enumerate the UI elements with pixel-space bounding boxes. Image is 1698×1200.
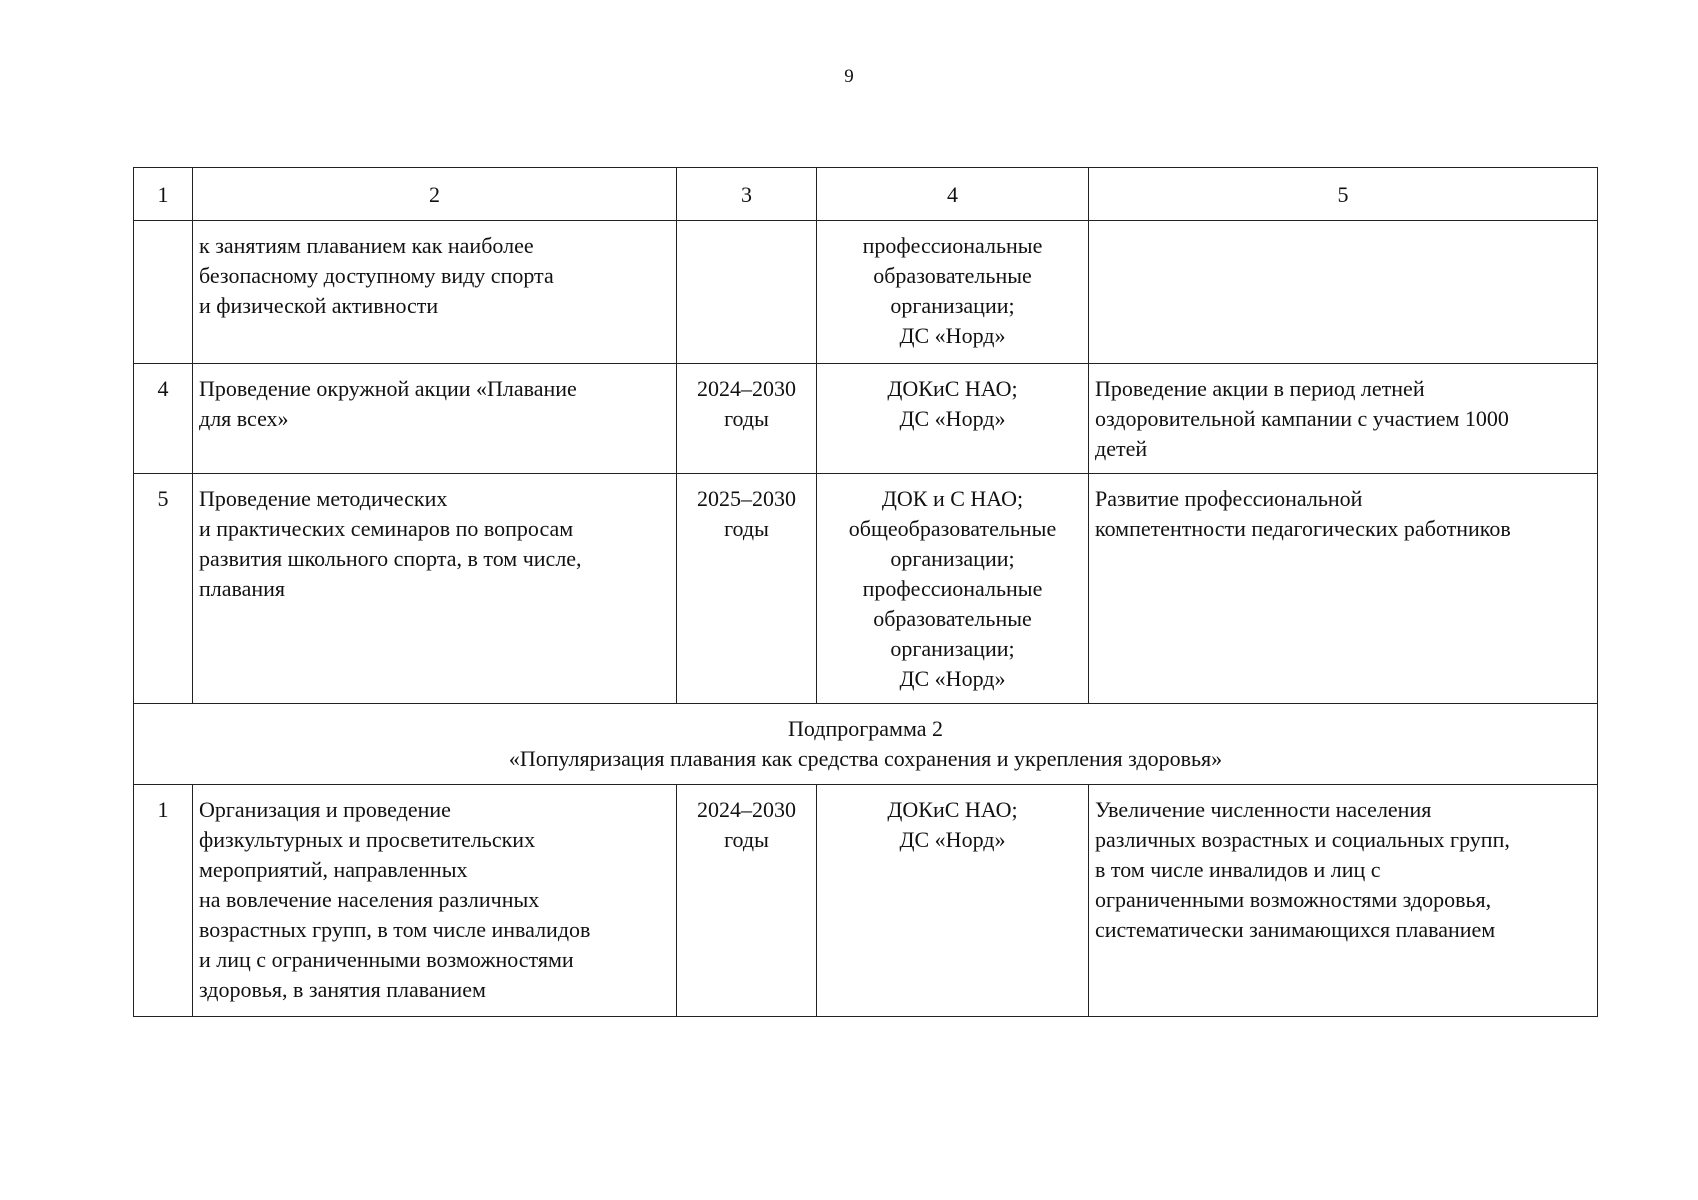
event-cell: Проведение методических и практических семинаров по вопросам развития школьного спорта, в том числе, плавания [193,474,677,704]
table-row [134,785,1598,1017]
header-cell: 2 [193,168,677,221]
event-cell: Проведение окружной акции «Плавание для всех» [193,364,677,474]
row-number-cell [134,221,193,364]
table-row [134,221,1598,364]
row-number-cell: 4 [134,364,193,474]
table-row [134,364,1598,474]
executor-cell: ДОКиС НАО; ДС «Норд» [817,785,1089,1017]
result-cell: Развитие профессиональной компетентности педагогических работников [1089,474,1598,704]
executor-cell: профессиональные образовательные организации; ДС «Норд» [817,221,1089,364]
period-cell: 2024–2030 годы [677,785,817,1017]
activities-table [133,167,1598,1017]
row-number-cell: 5 [134,474,193,704]
period-cell: 2025–2030 годы [677,474,817,704]
section-title: Подпрограмма 2 [788,716,943,741]
event-cell: к занятиям плаванием как наиболее безопасному доступному виду спорта и физической активности [193,221,677,364]
row-number-cell: 1 [134,785,193,1017]
section-subtitle: «Популяризация плавания как средства сохранения и укрепления здоровья» [508,746,1223,771]
page-number: 9 [844,66,854,87]
executor-cell: ДОКиС НАО; ДС «Норд» [817,364,1089,474]
table-row [134,474,1598,704]
result-cell: Увеличение численности населения различных возрастных и социальных групп, в том числе инвалидов и лиц с ограниченными возможностями здоровья, систематически занимающихся плаванием [1089,785,1598,1017]
header-cell: 3 [677,168,817,221]
event-cell: Организация и проведение физкультурных и просветительских мероприятий, направленных на вовлечение населения различных возрастных групп, в том числе инвалидов и лиц с ограниченными возможностями здоровья, в занятия плаванием [193,785,677,1017]
section-heading-row [134,704,1598,785]
period-cell: 2024–2030 годы [677,364,817,474]
table-header-row [134,168,1598,221]
section-heading-cell [134,704,1598,785]
header-cell: 1 [134,168,193,221]
result-cell [1089,221,1598,364]
header-cell: 5 [1089,168,1598,221]
header-cell: 4 [817,168,1089,221]
result-cell: Проведение акции в период летней оздоровительной кампании с участием 1000 детей [1089,364,1598,474]
executor-cell: ДОК и С НАО; общеобразовательные организации; профессиональные образовательные организации; ДС «Норд» [817,474,1089,704]
period-cell [677,221,817,364]
